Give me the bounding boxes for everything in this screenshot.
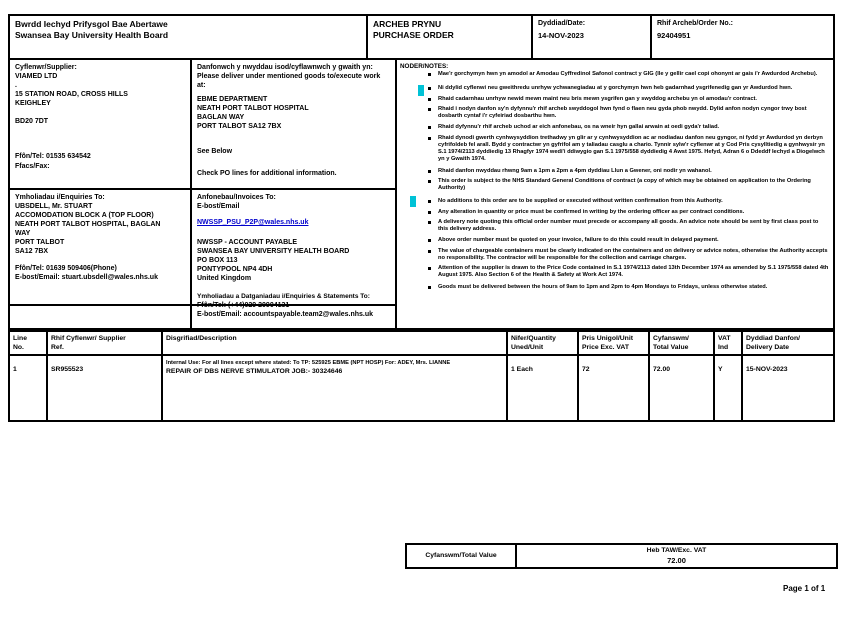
col-header-unit-price: Pris Unigol/Unit Price Exc. VAT [579, 332, 650, 354]
note-text: Attention of the supplier is drawn to the Price Code contained in S.1 1974/2113 dated 13th December 1974 as amended by S.1 1975/558 dated 4th August 1975. Also Section 6 of the Health & Safety at Work Act 1974. [438, 265, 829, 278]
enquiries-phone: Ffôn/Tel: 01639 509406(Phone) [15, 265, 117, 272]
order-number-cell [652, 16, 833, 60]
statements-label: Ymholiadau a Datganiadau i/Enquiries & Statements To: [197, 293, 370, 300]
totals-box [405, 543, 838, 569]
square-bullet-icon [428, 250, 431, 253]
deliver-address-line: PORT TALBOT SA12 7BX [197, 123, 282, 130]
note-item [428, 284, 830, 291]
org-name-english: Swansea Bay University Health Board [15, 30, 169, 40]
square-bullet-icon [428, 73, 431, 76]
invoices-email-link[interactable]: NWSSP_PSU_P2P@wales.nhs.uk [197, 219, 309, 226]
supplier-address [15, 72, 185, 126]
line-total-value: 72.00 [650, 356, 715, 422]
square-bullet-icon [428, 200, 431, 203]
note-item [428, 124, 830, 131]
square-bullet-icon [428, 108, 431, 111]
totals-vat-label: Heb TAW/Exc. VAT [646, 547, 707, 554]
enquiries-address [15, 202, 185, 256]
note-text: Goods must be delivered between the hours of 9am to 1pm and 2pm to 4pm Mondays to Fridays, unless otherwise stated. [438, 284, 768, 290]
enquiries-address-line: SA12 7BX [15, 248, 49, 255]
note-item [428, 96, 830, 103]
note-text: Any alteration in quantity or price must be confirmed in writing by the ordering officer as per contract conditions. [438, 208, 745, 215]
order-line-row [10, 356, 833, 422]
supplier-label: Cyflenwr/Supplier: [15, 64, 77, 71]
blank-cell-left [10, 306, 192, 328]
square-bullet-icon [428, 126, 431, 129]
enquiries-address-line: PORT TALBOT [15, 239, 65, 246]
blank-cell-middle [192, 306, 397, 328]
invoices-cell [192, 190, 397, 318]
invoices-address [197, 238, 390, 283]
note-item [428, 198, 830, 205]
invoices-email-label: E-bost/Email [197, 203, 240, 210]
description-main: REPAIR OF DBS NERVE STIMULATOR JOB:- 30324646 [166, 368, 343, 375]
col-header-line-no: Line No. [10, 332, 48, 354]
enquiries-address-line: ACCOMODATION BLOCK A (TOP FLOOR) [15, 212, 154, 219]
note-item [428, 248, 830, 262]
see-below-note: See Below [197, 148, 233, 155]
delivery-date-value: 15-NOV-2023 [746, 366, 788, 373]
org-name-cell [10, 16, 368, 60]
deliver-to-address [197, 95, 390, 131]
col-header-delivery-date: Dyddiad Danfon/ Delivery Date [746, 335, 800, 351]
totals-value-cell [517, 545, 836, 567]
supplier-cell [10, 60, 192, 190]
note-text: A delivery note quoting this official order number must precede or accompany all goods. An advice note should be sent by first class post to this delivery address. [438, 219, 819, 232]
order-number-label: Rhif Archeb/Order No.: [657, 20, 733, 27]
note-text: This order is subject to the NHS Standard General Conditions of contract (a copy of which may be obtained on application to the Ordering Authority) [438, 178, 811, 191]
unit-price-value: 72 [579, 356, 650, 422]
enquiries-email: E-bost/Email: stuart.ubsdell@wales.nhs.uk [15, 274, 158, 281]
totals-label: Cyfanswm/Total Value [407, 545, 517, 567]
cyan-marker [410, 196, 416, 207]
doc-title-cell [368, 16, 533, 60]
square-bullet-icon [428, 87, 431, 90]
supplier-address-line [15, 108, 185, 117]
note-text: Mae'r gorchymyn hwn yn amodol ar Amodau Cyffredinol Safonol contract y GIG (lle y gellir cael copi ohonynt ar gais i'r Awdurdod Archebu). [438, 71, 818, 77]
square-bullet-icon [428, 137, 431, 140]
enquiries-address-line: WAY [15, 230, 31, 237]
invoices-address-line: SWANSEA BAY UNIVERSITY HEALTH BOARD [197, 248, 350, 255]
note-text: Above order number must be quoted on your invoice, failure to do this could result in delayed payment. [438, 236, 719, 243]
supplier-address-line: 15 STATION ROAD, CROSS HILLS [15, 91, 128, 98]
note-text: Ni ddylid cyflenwi neu gweithredu unrhyw ychwanegiadau at y gorchymyn hwn heb gadarnhad ysgrifenedig gan yr Awdurdod hwn. [438, 85, 793, 91]
note-text: Rhaid dyfynnu'r rhif archeb uchod ar eich anfonebau, os na wneir hyn gallai arwain at oedi gyda'r taliad. [438, 124, 720, 130]
supplier-contact [15, 152, 185, 172]
col-header-total-value: Cyfanswm/ Total Value [650, 332, 715, 354]
col-header-supplier-ref: Rhif Cyflenwr/ Supplier Ref. [48, 332, 163, 354]
note-item [428, 106, 830, 120]
supplier-address-line: BD20 7DT [15, 118, 49, 125]
note-text: Rhaid cadarnhau unrhyw newid mewn maint neu bris mewn ysgrifen gan y swyddog archebu yn ol amodau'r contract. [438, 95, 757, 102]
supplier-address-line: KEIGHLEY [15, 100, 51, 107]
description-internal-note: Internal Use: For all lines except where stated: To TP: 525925 EBME (NPT HOSP) For: ADEY, Mrs. LIANNE [166, 360, 451, 366]
notes-cell [397, 60, 833, 328]
square-bullet-icon [428, 221, 431, 224]
enquiries-contact [15, 264, 185, 282]
notes-list [400, 71, 830, 291]
invoices-address-line: NWSSP - ACCOUNT PAYABLE [197, 239, 298, 246]
note-text: No additions to this order are to be supplied or executed without written confirmation from this Authority. [438, 198, 723, 204]
deliver-address-line: BAGLAN WAY [197, 114, 245, 121]
org-name-welsh: Bwrdd Iechyd Prifysgol Bae Abertawe [15, 19, 168, 29]
note-item [428, 219, 830, 233]
square-bullet-icon [428, 170, 431, 173]
invoices-address-line: PONTYPOOL NP4 4DH [197, 266, 273, 273]
supplier-address-line: VIAMED LTD [15, 73, 58, 80]
note-item [428, 265, 830, 279]
note-text: Rhaid i nodyn danfon sy'n dyfynnu'r rhif archeb swyddogol hwn fynd o flaen neu gyda phob nwydd. Dylid anfon nodyn cyngor trwy bost dosbarth cyntaf i'r cyfeiriad dosbarthu hwn. [438, 106, 807, 119]
enquiries-address-line: UBSDELL, Mr. STUART [15, 203, 93, 210]
note-text: Rhaid dynodi gwerth cynhwysyddion trethadwy yn glir ar y cynhwysyddion ac ar nodiadau danfon neu gyngor, ni fydd yr Awdurdod yn derbyn cyfrifoldeb fel arall. Bydd y contractwr yn gyfrifol am y taliadau casglu a chario. Tynnir sylw'r cyflenwr at y Cod Pris cysylltiedig a gynhwysir yn S.1 1974/2113 dyddiedig 13 Rhagfyr 1974 wedi'i ddiwygio gan S.1 1975/558 dyddiedig 4 Awst 1975. Hefyd, Adran 6 o Ddeddf Iechyd a Diogelwch yn y Gwaith 1974. [438, 134, 825, 162]
check-po-note: Check PO lines for additional information. [197, 170, 337, 177]
col-header-vat-ind: VAT Ind [715, 332, 743, 354]
enquiries-label: Ymholiadau i/Enquiries To: [15, 194, 105, 201]
col-header-description: Disgrifiad/Description [163, 332, 508, 354]
deliver-to-label: Danfonwch y nwyddau isod/cyflawnwch y gwaith yn: Please deliver under mentioned goods to/execute work at: [197, 64, 381, 89]
order-date-value: 14-NOV-2023 [538, 31, 584, 40]
notes-heading: NODER/NOTES: [400, 63, 449, 70]
invoices-address-line: United Kingdom [197, 275, 252, 282]
order-number-value: 92404951 [657, 31, 691, 40]
square-bullet-icon [428, 98, 431, 101]
line-no-value: 1 [10, 356, 48, 422]
order-date-cell [533, 16, 652, 60]
deliver-address-line: EBME DEPARTMENT [197, 96, 268, 103]
page-number: Page 1 of 1 [783, 584, 826, 593]
order-lines-table [8, 330, 835, 422]
supplier-fax: Ffacs/Fax: [15, 163, 50, 170]
supplier-phone: Ffôn/Tel: 01535 634542 [15, 153, 91, 160]
col-header-quantity: Nifer/Quantity Uned/Unit [508, 332, 579, 354]
order-lines-header [10, 332, 833, 356]
invoices-address-line: PO BOX 113 [197, 257, 238, 264]
square-bullet-icon [428, 211, 431, 214]
supplier-ref-value: SR955523 [48, 356, 163, 422]
doc-title-english: PURCHASE ORDER [373, 30, 454, 40]
supplier-address-line: . [15, 82, 17, 89]
statements-phone: Ffôn/Tel: (+44)029 20904131 [197, 302, 290, 309]
vat-ind-value: Y [715, 356, 743, 422]
note-item [428, 237, 830, 244]
doc-title-welsh: ARCHEB PRYNU [373, 19, 442, 29]
totals-amount: 72.00 [667, 556, 686, 565]
invoices-label: Anfonebau/Invoices To: [197, 194, 276, 201]
note-text: The value of chargeable containers must be clearly indicated on the containers and on delivery or advice notes, otherwise the Authority accepts no responsibility. The contractor will be responsible for the collection and carriage charges. [438, 247, 828, 261]
square-bullet-icon [428, 267, 431, 270]
note-item [428, 71, 830, 78]
quantity-value: 1 Each [508, 356, 579, 422]
deliver-to-cell [192, 60, 397, 190]
square-bullet-icon [428, 180, 431, 183]
square-bullet-icon [428, 286, 431, 289]
note-item [428, 168, 830, 175]
enquiries-address-line: NEATH PORT TALBOT HOSPITAL, BAGLAN [15, 221, 161, 228]
statements-email: E-bost/Email: accountspayable.team2@wales.nhs.uk [197, 311, 374, 318]
enquiries-cell [10, 190, 192, 306]
cyan-marker [418, 85, 424, 96]
note-item [428, 209, 830, 216]
square-bullet-icon [428, 239, 431, 242]
note-item [428, 85, 830, 92]
note-text: Rhaid danfon nwyddau rhwng 9am a 1pm a 2pm a 4pm dyddiau Llun a Gwener, oni nodir yn wahanol. [438, 167, 712, 174]
order-form-box [8, 14, 835, 330]
order-date-label: Dyddiad/Date: [538, 20, 586, 27]
note-item [428, 178, 830, 192]
note-item [428, 135, 830, 163]
deliver-address-line: NEATH PORT TALBOT HOSPITAL [197, 105, 309, 112]
description-cell [163, 356, 508, 422]
